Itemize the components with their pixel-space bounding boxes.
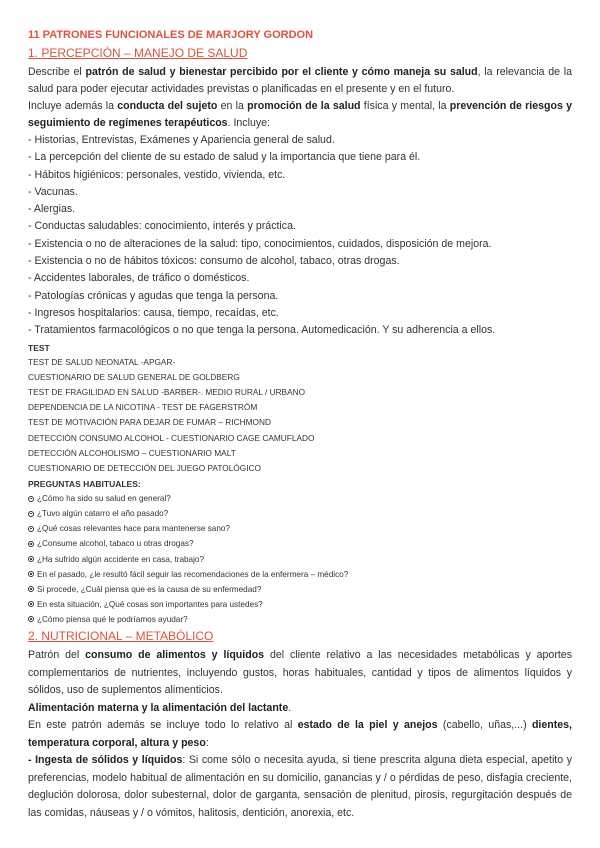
text: , la relevancia de la salud para poder ejecutar actividades previstas o planificadas en el presente y en el futuro. [28, 66, 572, 95]
list-item: - Vacunas. [28, 185, 78, 198]
list-item: - Tratamientos farmacológicos o no que tenga la persona. Automedicación. Y su adherencia a ellos. [28, 324, 496, 337]
bold-text: consumo de alimentos y líquidos [85, 649, 265, 662]
list-item: - Conductas saludables: conocimiento, interés y práctica. [28, 220, 296, 233]
list-item: - La percepción del cliente de su estado de salud y la importancia que tiene para él. [28, 151, 421, 164]
bullet-icon [28, 511, 34, 517]
text: en la [217, 100, 248, 112]
question-item [28, 582, 572, 597]
bullet-icon [28, 556, 34, 562]
bold-text: conducta del sujeto [117, 100, 218, 112]
text: Incluye además la [28, 100, 118, 112]
test-item: CUESTIONARIO DE SALUD GENERAL DE GOLDBERG [28, 371, 240, 382]
question-item [28, 612, 572, 627]
text: física y mental, la [360, 100, 450, 112]
bullet-icon [28, 541, 34, 547]
document-title: 11 PATRONES FUNCIONALES DE MARJORY GORDON [28, 29, 314, 41]
text: Patrón del [28, 649, 86, 662]
question-text: ¿Ha sufrido algún accidente en casa, trabajo? [37, 554, 205, 564]
question-text: En esta situación, ¿Qué cosas son importantes para ustedes? [37, 599, 263, 609]
question-item [28, 506, 572, 521]
section-2-body [28, 647, 572, 822]
text: del cliente relativo a las necesidades metabólicas y aportes complementarios de nutrientes, incluyendo gustos, horas habituales, cantidad y tipos de alimentos líquidos y sólidos, uso de suplementos alimenticios. [28, 649, 572, 697]
section-2-paragraph-4 [28, 752, 572, 822]
bullet-icon [28, 601, 34, 607]
test-item: TEST DE FRAGILIDAD EN SALUD -BARBER-. MEDIO RURAL / URBANO [28, 386, 306, 397]
section-1-paragraph-1 [28, 64, 572, 98]
test-item: CUESTIONARIO DE DETECCIÓN DEL JUEGO PATOLÓGICO [28, 462, 261, 473]
question-item [28, 567, 572, 582]
bold-text: patrón de salud y bienestar percibido por el cliente y cómo maneja su salud [85, 66, 478, 78]
questions-list [28, 491, 572, 627]
text: . Incluye: [227, 117, 270, 129]
bold-text: prevención de riesgos y seguimiento de regímenes terapéuticos [28, 100, 572, 129]
test-item: TEST DE SALUD NEONATAL -APGAR- [28, 356, 176, 367]
list-item: - Patologías crónicas y agudas que tenga la persona. [28, 289, 279, 302]
section-2-paragraph-3 [28, 717, 572, 752]
question-text: Si procede, ¿Cuál piensa que es la causa de su enfermedad? [37, 584, 262, 594]
section-1-heading: 1. PERCEPCIÓN – MANEJO DE SALUD [28, 46, 248, 60]
question-item [28, 521, 572, 536]
section-2-paragraph-1 [28, 647, 572, 700]
bullet-icon [28, 616, 34, 622]
list-item: - Historias, Entrevistas, Exámenes y Apariencia general de salud. [28, 134, 335, 146]
list-item: - Existencia o no de hábitos tóxicos: consumo de alcohol, tabaco, otras drogas. [28, 255, 400, 268]
bold-text: promoción de la salud [247, 100, 361, 112]
text: : [205, 736, 209, 749]
test-label: TEST [28, 342, 50, 353]
questions-label: PREGUNTAS HABITUALES: [28, 479, 141, 490]
list-item: - Hábitos higiénicos: personales, vestido, vivienda, etc. [28, 168, 286, 181]
bullet-icon [28, 496, 34, 502]
question-text: ¿Tuvo algún catarro el año pasado? [37, 509, 169, 519]
bullet-icon [28, 526, 34, 532]
question-item [28, 597, 572, 612]
test-item: DEPENDENCIA DE LA NICOTINA - TEST DE FAGERSTRÖM [28, 402, 258, 413]
text: (cabello, uñas,...) [437, 719, 532, 732]
test-list [28, 355, 572, 477]
bold-text: estado de la piel y anejos [297, 719, 438, 732]
test-item: DETECCIÓN CONSUMO ALCOHOL - CUESTIONARIO CAGE CAMUFLADO [28, 432, 315, 443]
bold-text: Alimentación materna y la alimentación del lactante [28, 701, 289, 714]
list-item: - Accidentes laborales, de tráfico o domésticos. [28, 272, 250, 285]
section-1-list [28, 132, 572, 340]
question-item [28, 491, 572, 506]
question-item [28, 536, 572, 551]
bold-text: - Ingesta de sólidos y líquidos [28, 754, 183, 767]
question-text: ¿Cómo ha sido su salud en general? [37, 494, 171, 504]
section-2-paragraph-2 [28, 700, 572, 718]
question-text: ¿Consume alcohol, tabaco u otras drogas? [37, 539, 194, 549]
bold-text: dientes, temperatura corporal, altura y peso [28, 719, 572, 749]
test-item: TEST DE MOTIVACIÓN PARA DEJAR DE FUMAR – RICHMOND [28, 417, 271, 428]
question-item [28, 552, 572, 567]
text: . [288, 701, 292, 714]
section-1-paragraph-2 [28, 98, 572, 132]
list-item: - Alergias. [28, 203, 76, 216]
text: : Si come sólo o necesita ayuda, si tiene prescrita alguna dieta especial, apetito y preferencias, modelo habitual de alimentación en su domicilio, ganancias y / o pérdidas de peso, disfagia creciente, deglución dolorosa, dolor subesternal, dolor de garganta, sensación de plenitud, pirosis, regurgitación después de las comidas, náuseas y / o vómitos, halitosis, dentición, anorexia, etc. [28, 754, 572, 819]
text: En este patrón además se incluye todo lo relativo al [28, 719, 298, 732]
question-text: ¿Cómo piensa qué le podríamos ayudar? [37, 614, 188, 624]
question-text: En el pasado, ¿le resultó fácil seguir las recomendaciones de la enfermera – médico? [37, 569, 349, 579]
test-item: DETECCIÓN ALCOHOLISMO – CUESTIONARIO MALT [28, 447, 236, 458]
bullet-icon [28, 586, 34, 592]
text: Describe el [28, 66, 86, 78]
list-item: - Existencia o no de alteraciones de la salud: tipo, conocimientos, cuidados, disposición de mejora. [28, 237, 492, 250]
question-text: ¿Qué cosas relevantes hace para mantenerse sano? [37, 524, 230, 534]
bullet-icon [28, 571, 34, 577]
section-2-heading: 2. NUTRICIONAL – METABÓLICO [28, 629, 214, 644]
list-item: - Ingresos hospitalarios: causa, tiempo, recaídas, etc. [28, 306, 279, 319]
